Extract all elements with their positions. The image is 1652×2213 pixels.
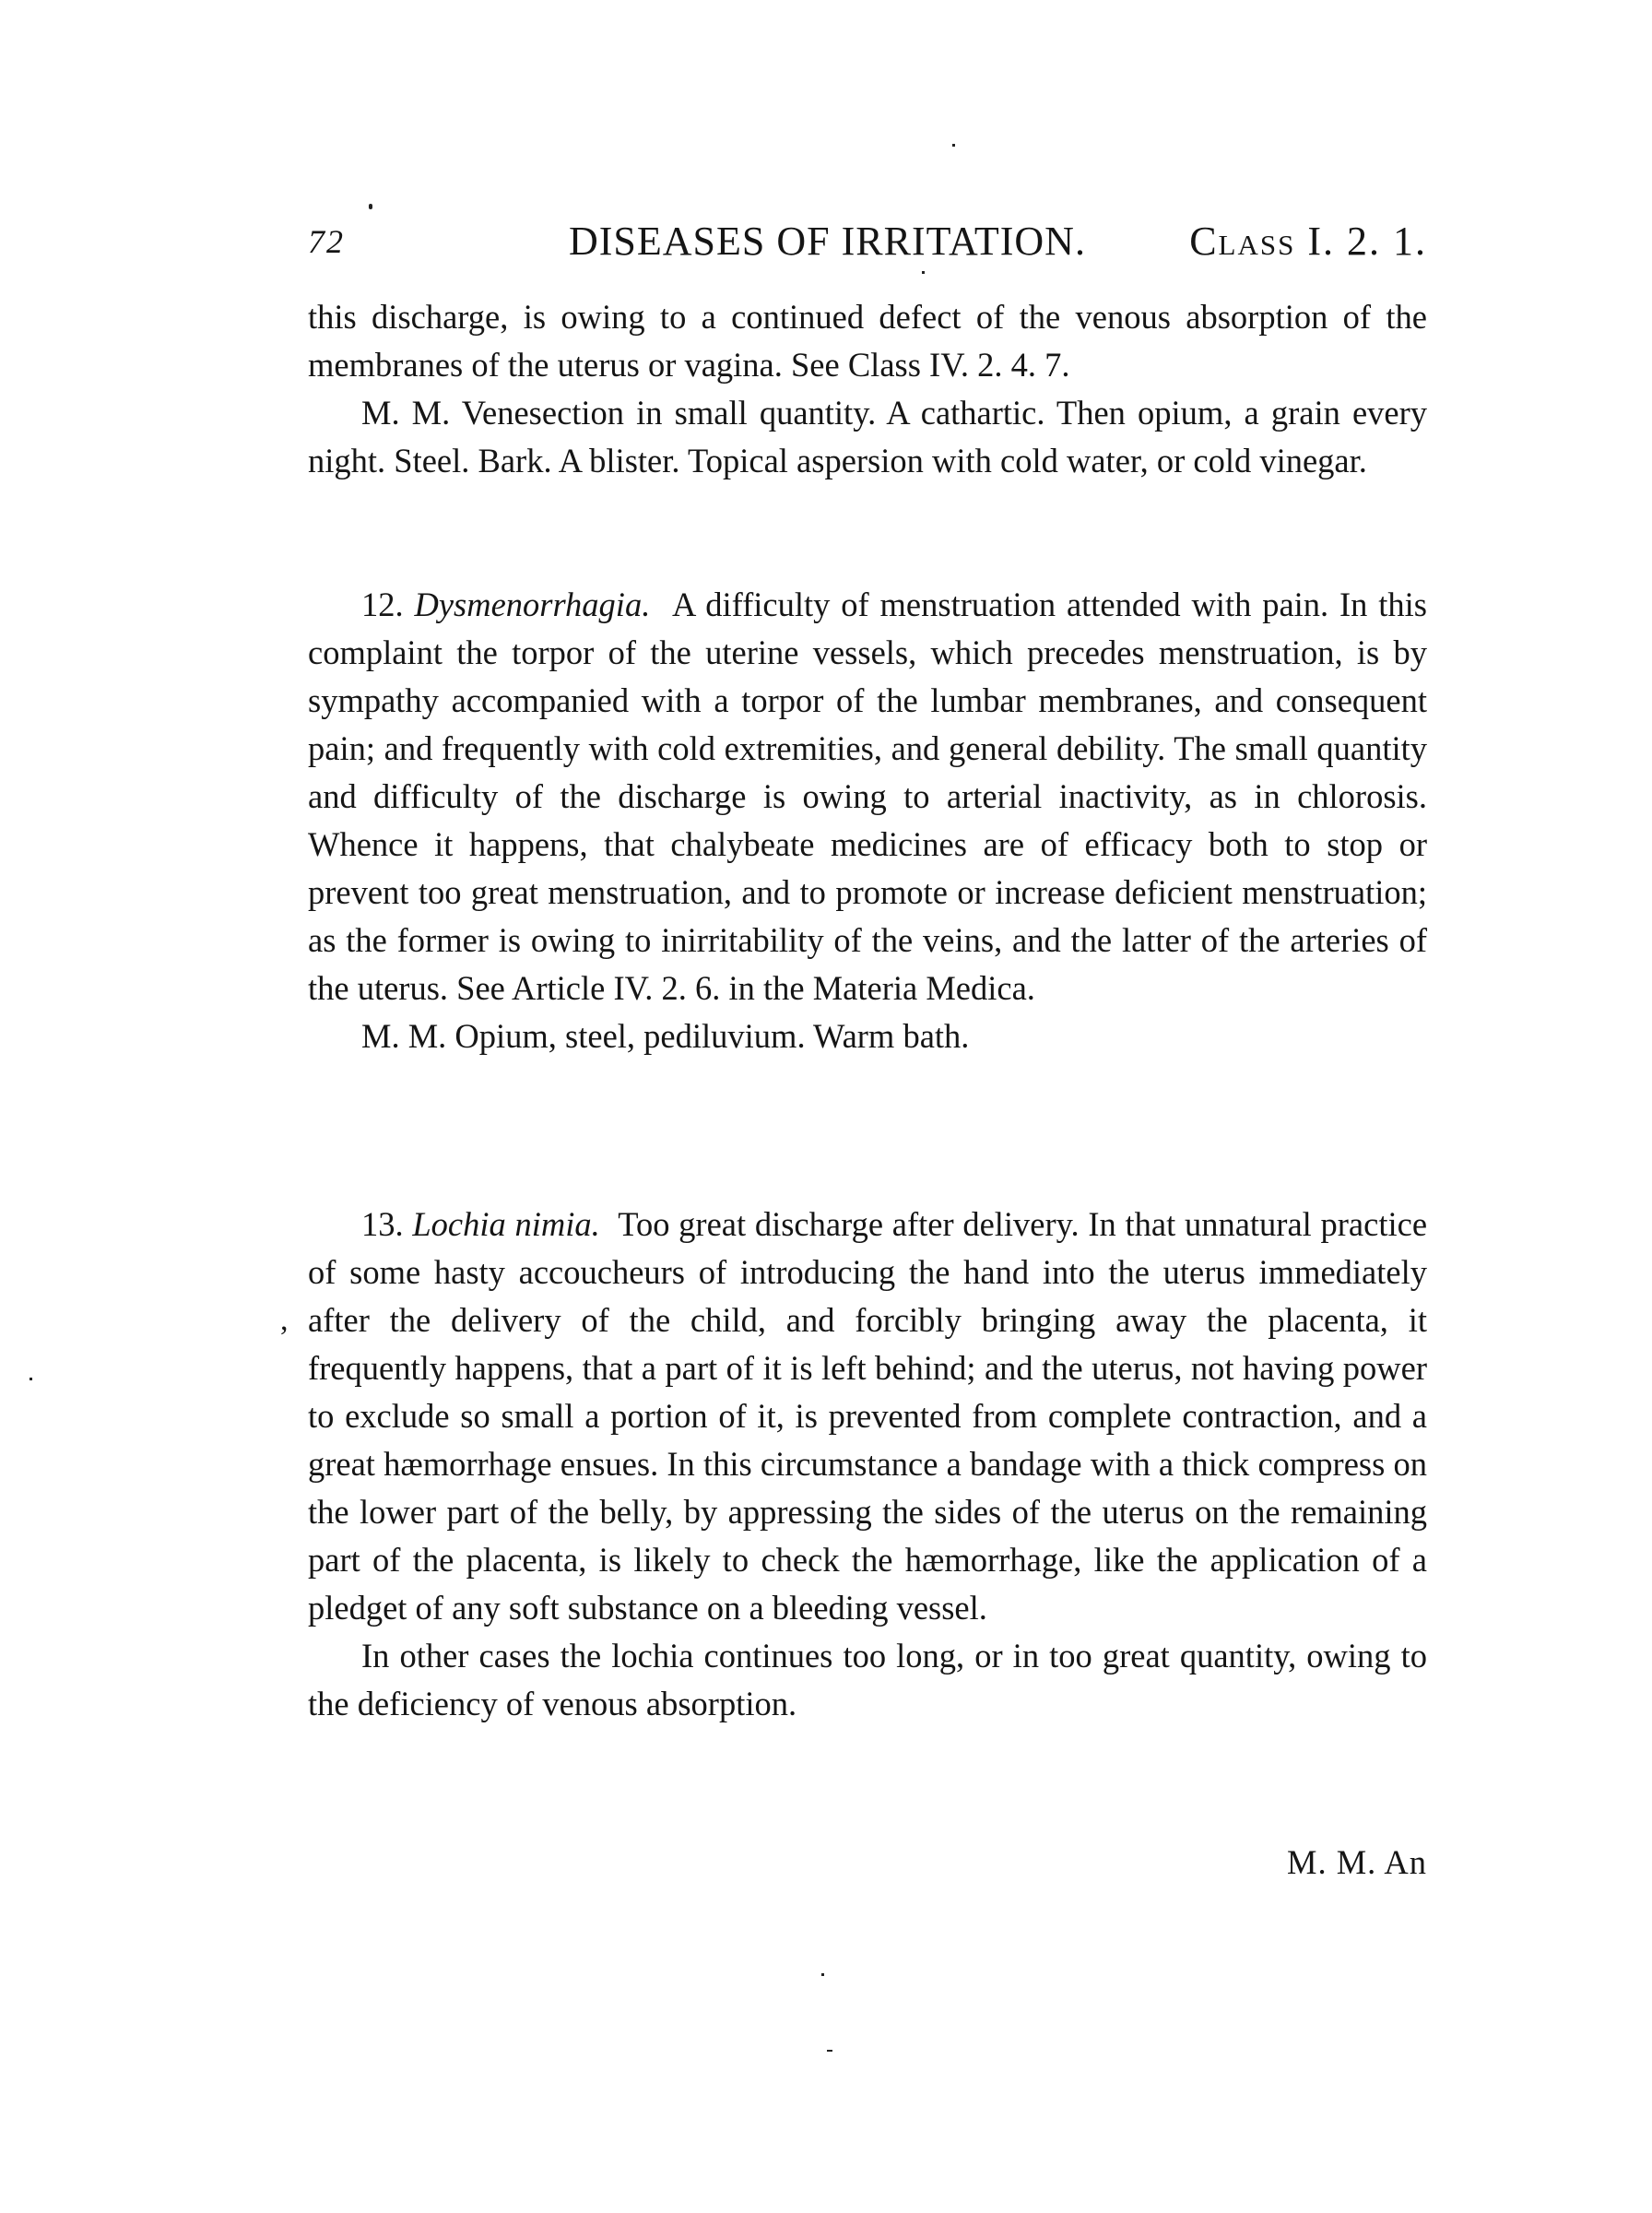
catchword: M. M. An	[1286, 1843, 1427, 1881]
treatment-paragraph: M. M. Opium, steel, pediluvium. Warm bath.	[361, 1017, 970, 1055]
print-speck	[30, 1378, 32, 1380]
print-speck	[952, 144, 955, 147]
print-speck	[827, 2050, 832, 2052]
margin-mark: ,	[280, 1303, 289, 1337]
entry-paragraph	[308, 1201, 1427, 1632]
entry-number: 13.	[361, 1205, 404, 1243]
print-speck	[369, 204, 372, 209]
entry-dysmenorrhagia	[308, 581, 1427, 1060]
page-number: 72	[308, 223, 345, 260]
entry-body: A difficulty of menstruation attended with pain. In this complaint the torpor of the uterine vessels, which precedes menstruation, is by sympathy accompanied with a torpor of the lumbar membranes, and consequent pain; and frequently with cold extremities, and general debility. The small quantity and difficulty of the discharge is owing to arterial inactivity, as in chlorosis. Whence it happens, that chalybeate medicines are of efficacy both to stop or prevent too great menstruation, and to promote or increase deficient menstruation; as the former is owing to inirritability of the veins, and the latter of the arteries of the uterus. See Article IV. 2. 6. in the Materia Medica.	[308, 586, 1428, 1007]
treatment-paragraph: M. M. Venesection in small quantity. A cathartic. Then opium, a grain every night. Steel. Bark. A blister. Topical aspersion with cold water, or cold vinegar.	[308, 394, 1427, 479]
class-reference: Class I. 2. 1.	[1189, 219, 1427, 264]
entry-paragraph	[308, 581, 1427, 1012]
entry-body: Too great discharge after delivery. In that unnatural practice of some hasty accoucheurs of introducing the hand into the uterus immediately after the delivery of the child, and forcibly bringing away the placenta, it frequently happens, that a part of it is left behind; and the uterus, not having power to exclude so small a portion of it, is prevented from complete contraction, and a great hæmorrhage ensues. In this circumstance a bandage with a thick compress on the lower part of the belly, by appressing the sides of the uterus on the remaining part of the placenta, is likely to check the hæmorrhage, like the application of a pledget of any soft substance on a bleeding vessel.	[308, 1205, 1428, 1627]
print-speck	[821, 1973, 824, 1976]
running-head	[308, 218, 1427, 266]
print-speck	[922, 271, 925, 274]
entry-lochia-nimia	[308, 1201, 1427, 1728]
continued-paragraph: this discharge, is owing to a continued defect of the venous absorption of the membranes of the uterus or vagina. See Class IV. 2. 4. 7.	[308, 298, 1427, 384]
entry-term: Lochia nimia.	[412, 1205, 600, 1243]
continuation-paragraph: In other cases the lochia continues too long, or in too great quantity, owing to the deficiency of venous absorption.	[308, 1637, 1427, 1722]
chapter-title: DISEASES OF IRRITATION.	[569, 219, 1086, 264]
continuation-section	[308, 293, 1427, 485]
entry-term: Dysmenorrhagia.	[414, 586, 651, 623]
entry-number: 12.	[361, 586, 404, 623]
